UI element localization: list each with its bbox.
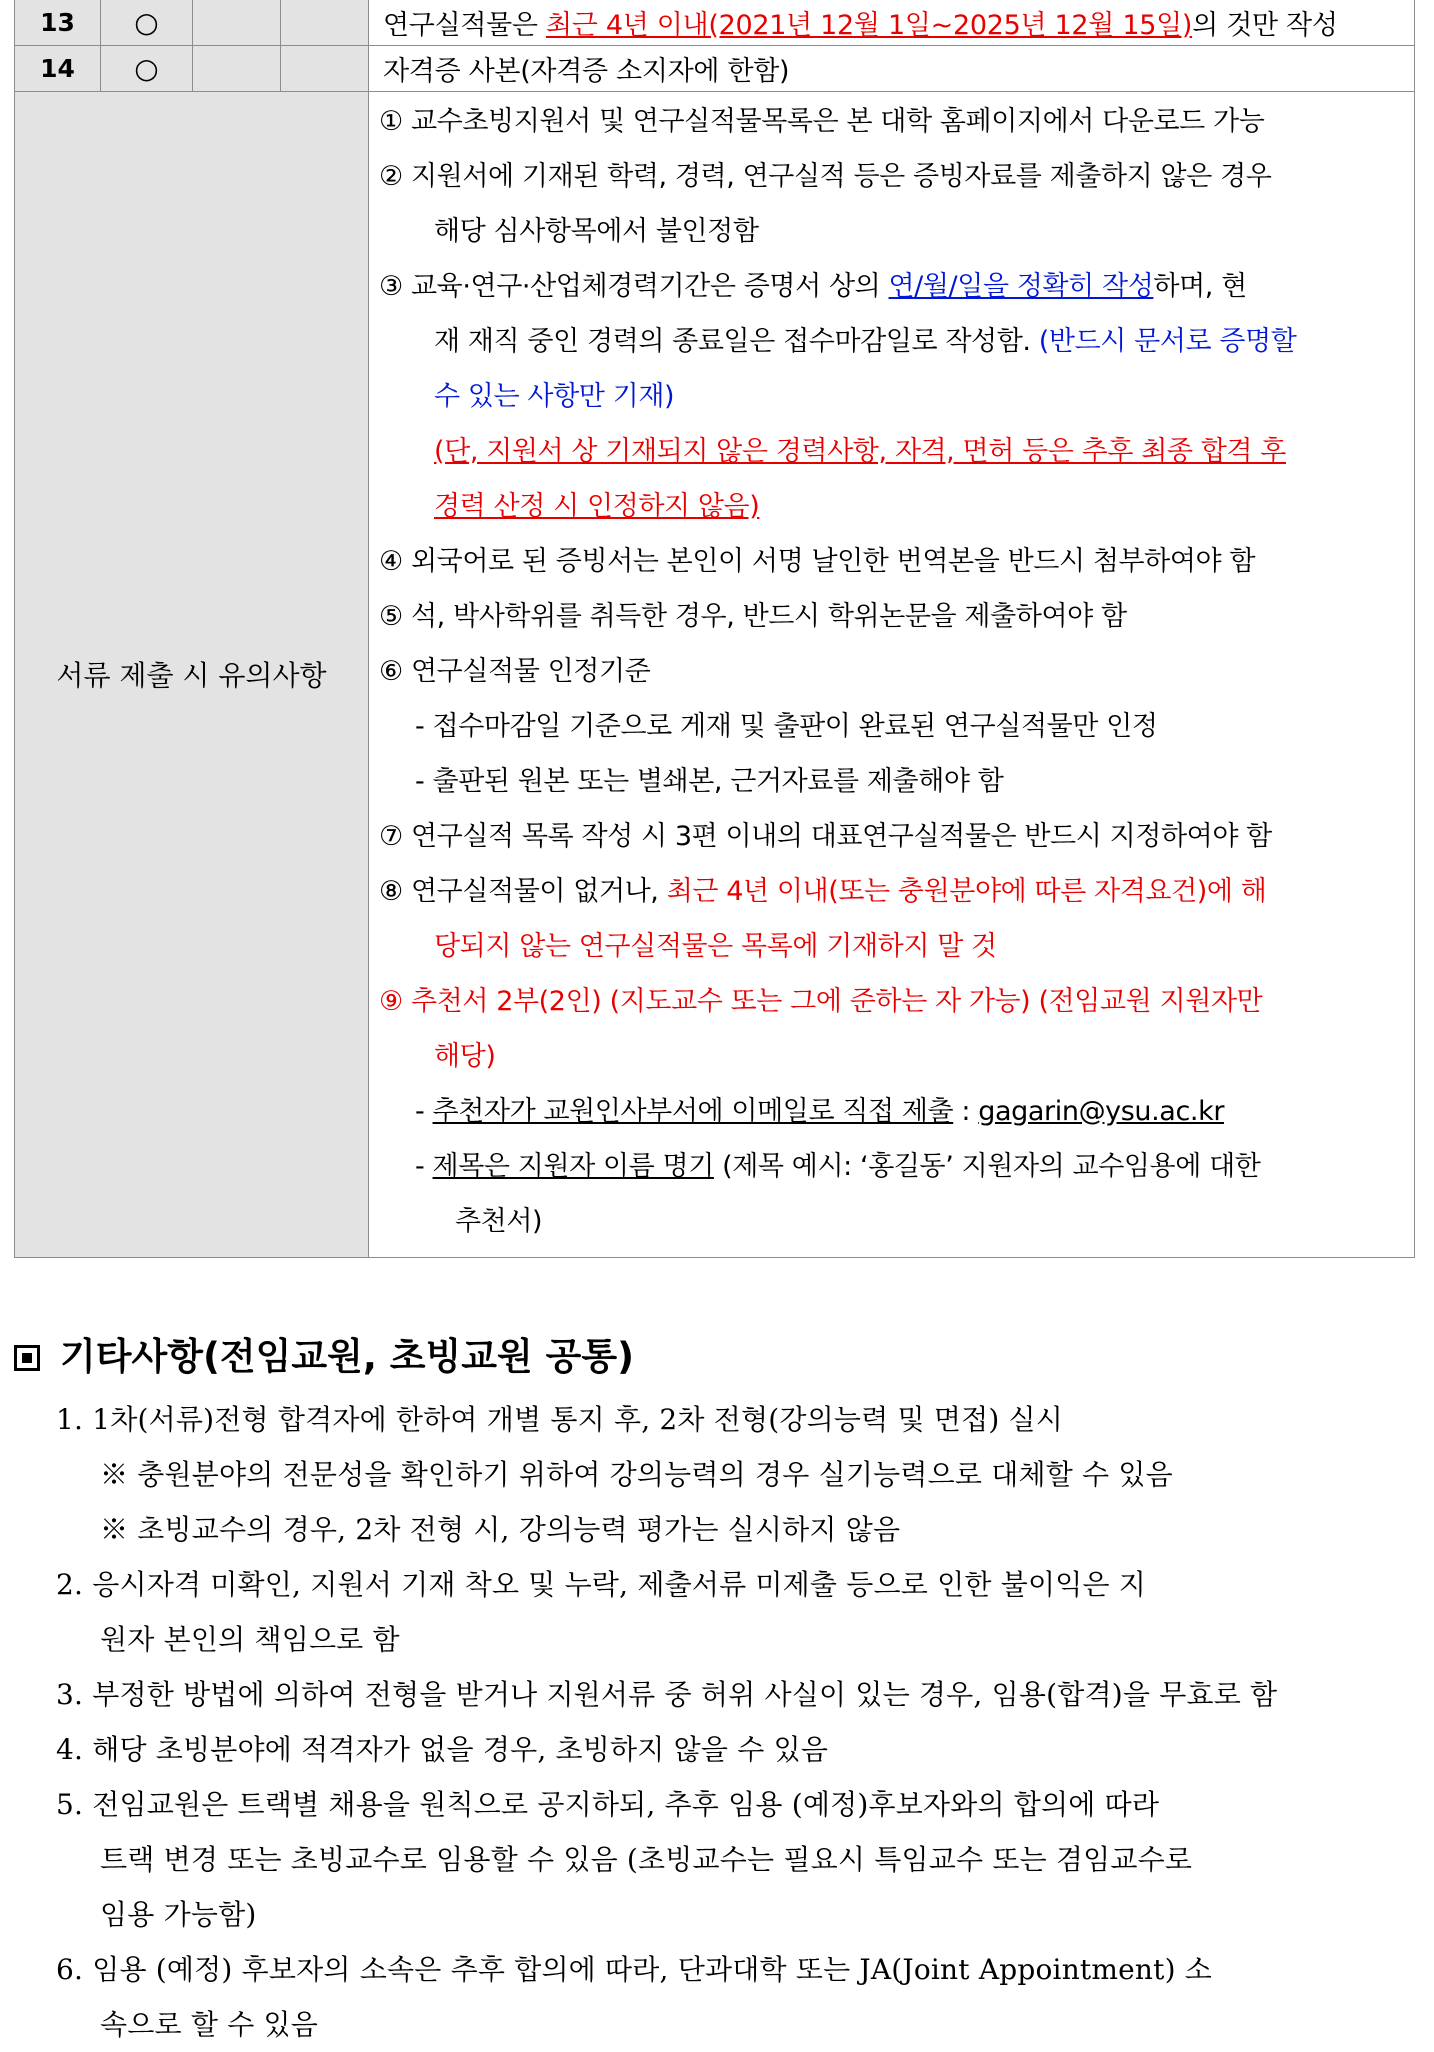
empty-cell [281, 0, 369, 45]
row-description [369, 0, 1415, 45]
text-segment: (단, 지원서 상 기재되지 않은 경력사항, 자격, 면허 등은 추후 최종 합격 후 [434, 435, 1286, 467]
text-segment: ④ 외국어로 된 증빙서는 본인이 서명 날인한 번역본을 반드시 첨부하여야 함 [379, 545, 1256, 577]
note-line [379, 1139, 1404, 1194]
note-line [379, 974, 1404, 1029]
note-line [379, 1194, 1404, 1249]
text-segment: 추천서) [455, 1205, 543, 1237]
notes-content [369, 91, 1415, 1257]
list-item: 6. 임용 (예정) 후보자의 소속은 추후 합의에 따라, 단과대학 또는 JA(Joint Appointment) 소 [56, 1953, 1213, 1986]
note-line [379, 699, 1404, 754]
text-segment: ② 지원서에 기재된 학력, 경력, 연구실적 등은 증빙자료를 제출하지 않은 경우 [379, 160, 1272, 192]
note-line [379, 644, 1404, 699]
row-number: 14 [15, 45, 101, 91]
text-segment: ⑤ 석, 박사학위를 취득한 경우, 반드시 학위논문을 제출하여야 함 [379, 600, 1127, 632]
text-segment: 제목은 지원자 이름 명기 [432, 1150, 714, 1182]
text-segment: 재 재직 중인 경력의 종료일은 접수마감일로 작성함. [434, 325, 1039, 357]
empty-cell [281, 45, 369, 91]
text-segment: 당되지 않는 연구실적물은 목록에 기재하지 말 것 [434, 930, 997, 962]
text-segment: 최근 4년 이내(또는 충원분야에 따른 자격요건)에 해 [666, 875, 1267, 907]
text-segment: - [415, 1150, 433, 1182]
other-notes-list [56, 1392, 1416, 2052]
list-item: 2. 응시자격 미확인, 지원서 기재 착오 및 누락, 제출서류 미제출 등으로 인한 불이익은 지 [56, 1568, 1147, 1601]
notes-row [15, 91, 1415, 1257]
note-line [379, 94, 1404, 149]
text-segment: - 접수마감일 기준으로 게재 및 출판이 완료된 연구실적물만 인정 [415, 710, 1158, 742]
table-row [15, 45, 1415, 91]
text-segment: 자격증 사본(자격증 소지자에 한함) [383, 55, 790, 87]
list-item: 원자 본인의 책임으로 함 [100, 1623, 400, 1656]
note-line [379, 259, 1404, 314]
list-item: 5. 전임교원은 트랙별 채용을 원칙으로 공지하되, 추후 임용 (예정)후보자와의 합의에 따라 [56, 1788, 1160, 1821]
square-bullet-icon [14, 1345, 40, 1371]
row-number: 13 [15, 0, 101, 45]
note-line [379, 424, 1404, 479]
note-line [379, 314, 1404, 369]
required-mark: ○ [101, 0, 193, 45]
empty-cell [193, 45, 281, 91]
text-segment: (반드시 문서로 증명할 [1038, 325, 1297, 357]
note-line [379, 149, 1404, 204]
list-item: ※ 초빙교수의 경우, 2차 전형 시, 강의능력 평가는 실시하지 않음 [100, 1513, 901, 1546]
notes-title: 서류 제출 시 유의사항 [15, 91, 369, 1257]
note-line[interactable] [379, 1084, 1404, 1139]
note-line [379, 1029, 1404, 1084]
row-description [369, 45, 1415, 91]
list-item: 4. 해당 초빙분야에 적격자가 없을 경우, 초빙하지 않을 수 있음 [56, 1733, 829, 1766]
list-item: 3. 부정한 방법에 의하여 전형을 받거나 지원서류 중 허위 사실이 있는 경우, 임용(합격)을 무효로 함 [56, 1678, 1278, 1711]
text-segment: 추천자가 교원인사부서에 이메일로 직접 제출 [432, 1095, 954, 1127]
note-line [379, 479, 1404, 534]
note-line [379, 534, 1404, 589]
text-segment: - [415, 1095, 433, 1127]
list-item: 속으로 할 수 있음 [100, 2008, 319, 2041]
note-line [379, 369, 1404, 424]
required-mark: ○ [101, 45, 193, 91]
list-item: ※ 충원분야의 전문성을 확인하기 위하여 강의능력의 경우 실기능력으로 대체할 수 있음 [100, 1458, 1173, 1491]
list-item: 트랙 변경 또는 초빙교수로 임용할 수 있음 (초빙교수는 필요시 특임교수 또는 겸임교수로 [100, 1843, 1193, 1876]
list-item: 1. 1차(서류)전형 합격자에 한하여 개별 통지 후, 2차 전형(강의능력 및 면접) 실시 [56, 1403, 1064, 1436]
text-segment: 하며, 현 [1153, 270, 1247, 302]
text-segment: 연구실적물은 [383, 9, 546, 41]
text-segment: 경력 산정 시 인정하지 않음) [434, 490, 760, 522]
text-segment: gagarin@ysu.ac.kr [978, 1095, 1225, 1127]
note-line [379, 754, 1404, 809]
note-line [379, 809, 1404, 864]
submission-documents-table [14, 0, 1415, 1258]
empty-cell [193, 0, 281, 45]
text-segment: - 출판된 원본 또는 별쇄본, 근거자료를 제출해야 함 [415, 765, 1004, 797]
text-segment: ⑥ 연구실적물 인정기준 [379, 655, 651, 687]
section-heading [14, 1326, 634, 1380]
table-row [15, 0, 1415, 45]
text-segment: ③ 교육·연구·산업체경력기간은 증명서 상의 [379, 270, 889, 302]
text-segment: ⑨ 추천서 2부(2인) (지도교수 또는 그에 준하는 자 가능) (전임교원 지원자만 [379, 985, 1263, 1017]
text-segment: 해당 심사항목에서 불인정함 [434, 215, 759, 247]
text-segment: 연/월/일을 정확히 작성 [888, 270, 1154, 302]
text-segment: (제목 예시: ‘홍길동’ 지원자의 교수임용에 대한 [713, 1150, 1261, 1182]
note-line [379, 204, 1404, 259]
text-segment: : [953, 1095, 979, 1127]
text-segment: ① 교수초빙지원서 및 연구실적물목록은 본 대학 홈페이지에서 다운로드 가능 [379, 105, 1265, 137]
note-line [379, 864, 1404, 919]
section-title-text: 기타사항(전임교원, 초빙교원 공통) [60, 1335, 635, 1378]
text-segment: 해당) [434, 1040, 496, 1072]
text-segment: ⑦ 연구실적 목록 작성 시 3편 이내의 대표연구실적물은 반드시 지정하여야 함 [379, 820, 1272, 852]
note-line [379, 589, 1404, 644]
text-segment: ⑧ 연구실적물이 없거나, [379, 875, 667, 907]
text-segment: 최근 4년 이내(2021년 12월 1일~2025년 12월 15일) [545, 9, 1193, 41]
list-item: 임용 가능함) [100, 1898, 257, 1931]
text-segment: 의 것만 작성 [1192, 9, 1338, 41]
text-segment: 수 있는 사항만 기재) [434, 380, 675, 412]
note-line [379, 919, 1404, 974]
